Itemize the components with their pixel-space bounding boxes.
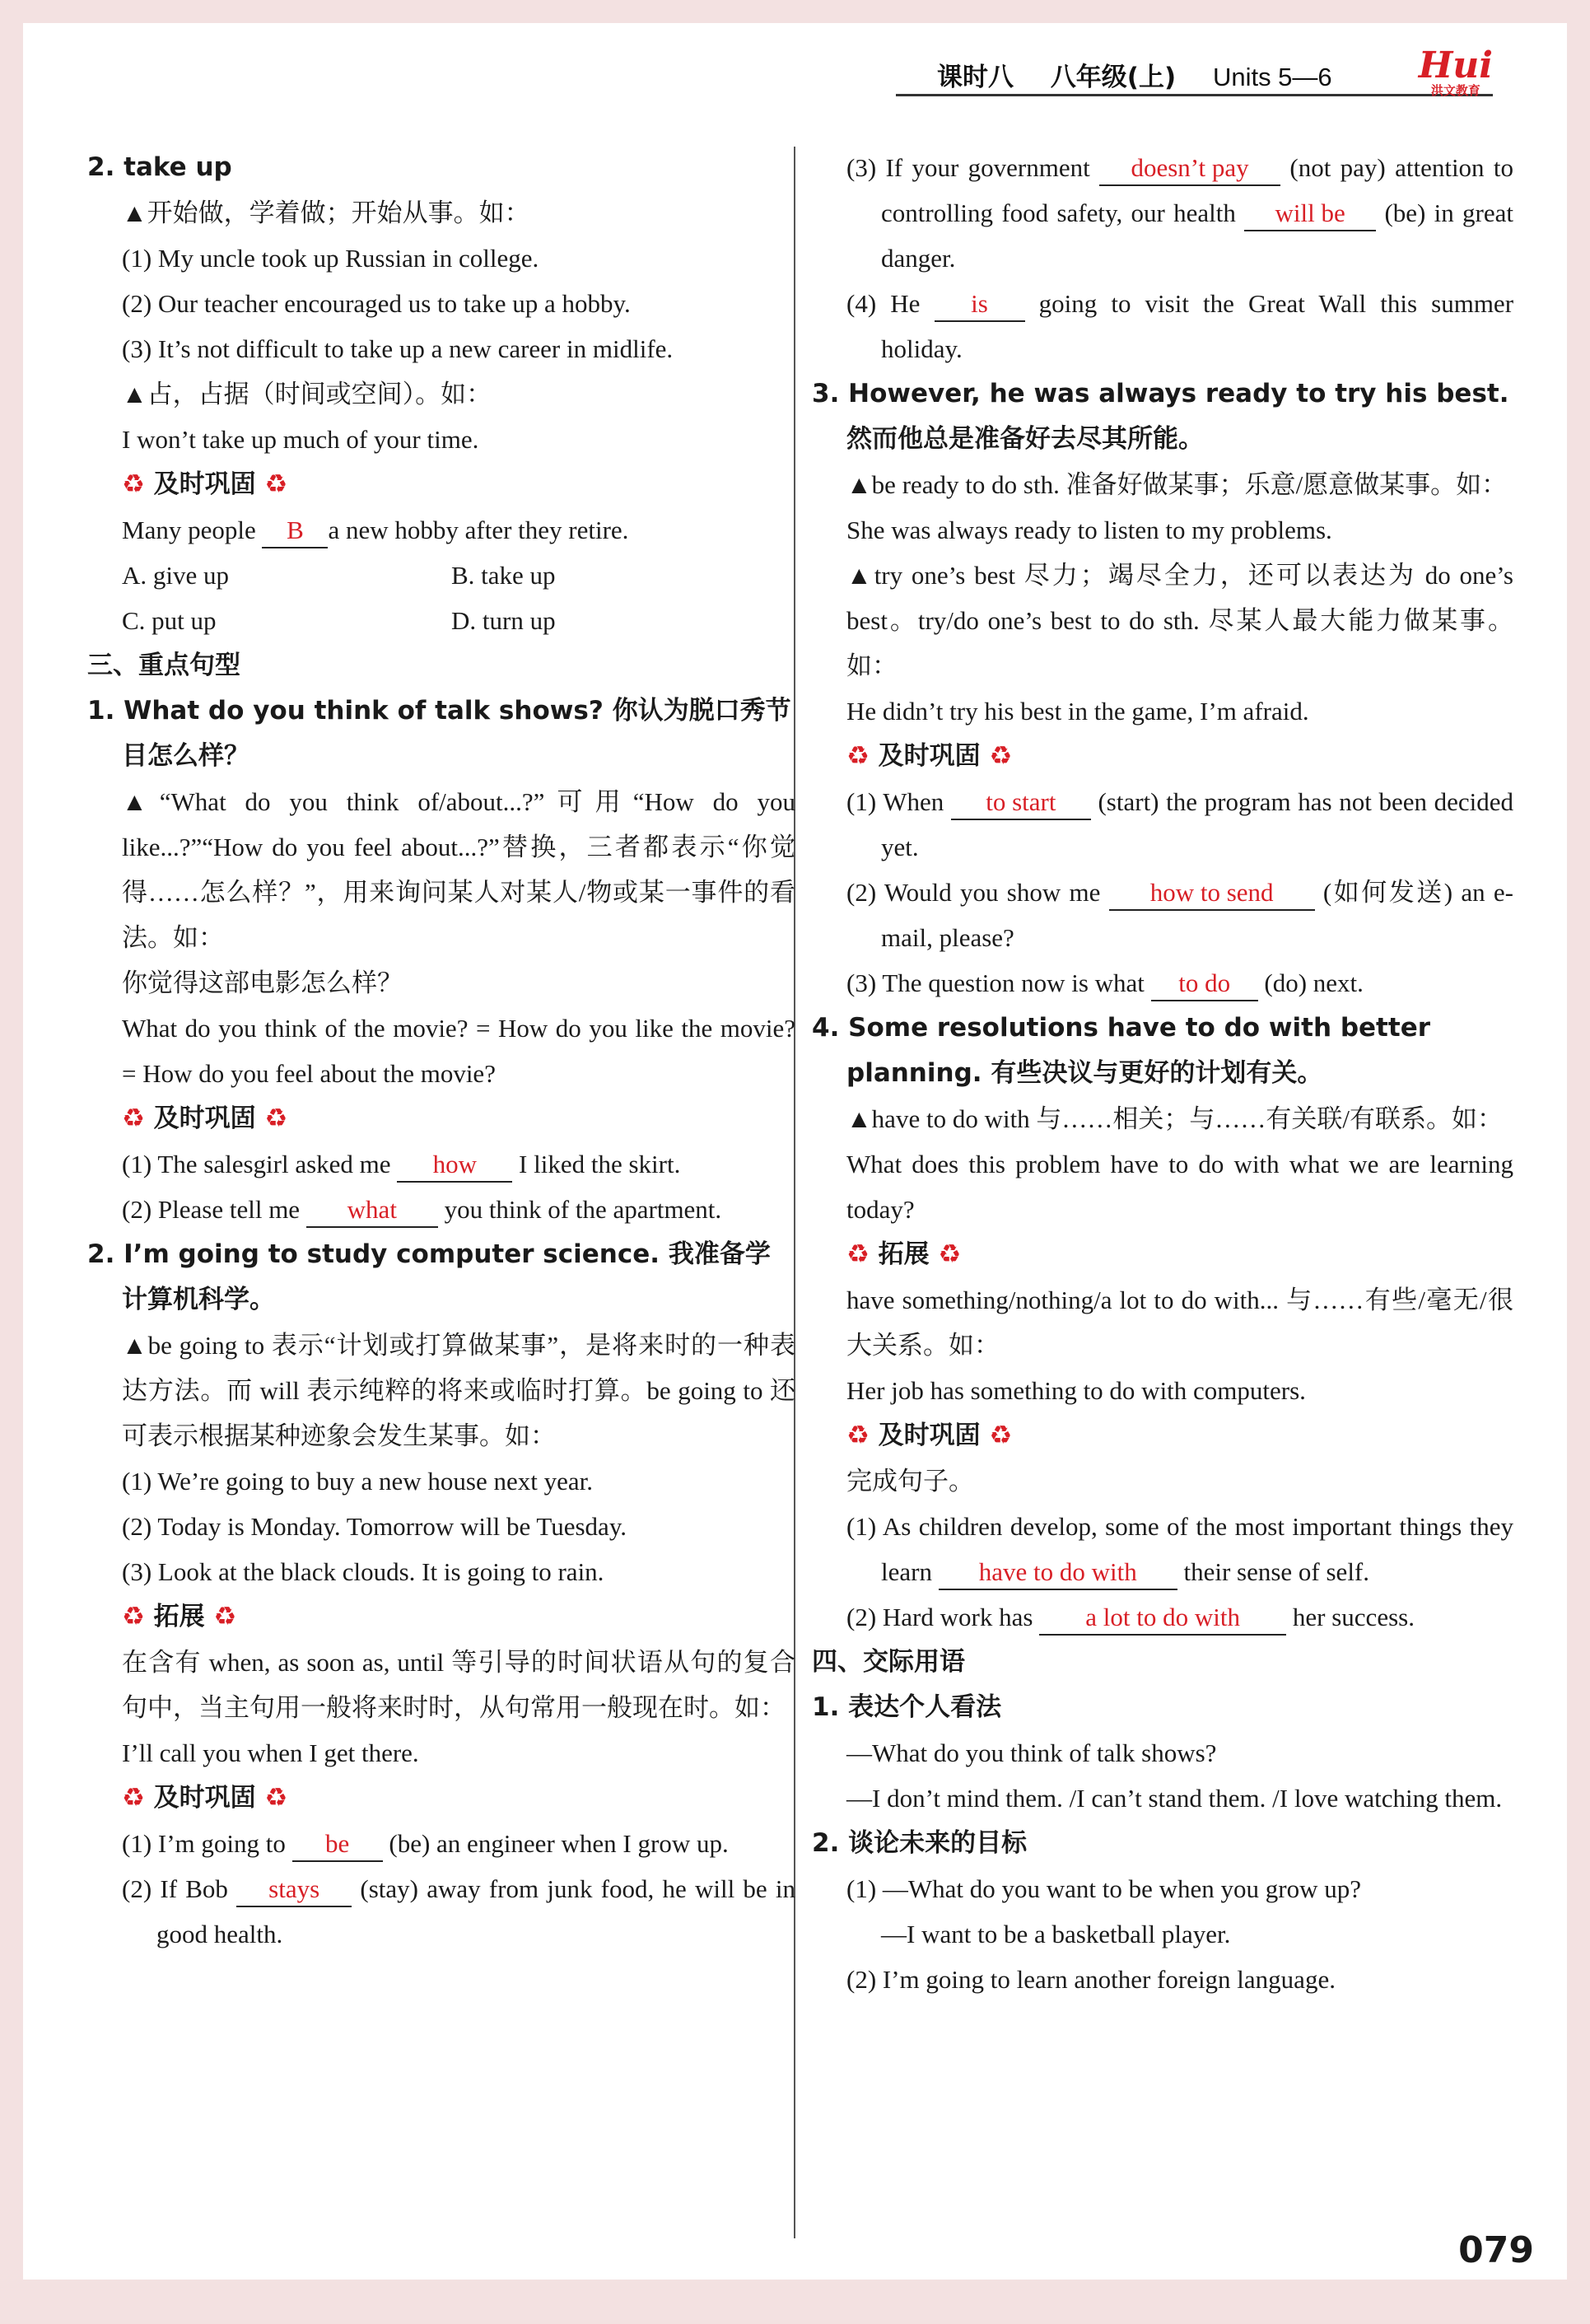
recycle-icon: ♻ <box>264 469 288 499</box>
recycle-icon: ♻ <box>938 1239 962 1269</box>
section3-title: 三、重点句型 <box>87 651 240 680</box>
take-up-options <box>87 553 795 598</box>
recycle-icon: ♻ <box>264 1783 288 1813</box>
practice-title: 及时巩固 <box>153 1104 256 1133</box>
page-header <box>23 23 1567 114</box>
answer-blank: be <box>292 1827 383 1862</box>
c2-line1: (1) —What do you want to be when you grow up? <box>846 1874 1362 1903</box>
recycle-icon: ♻ <box>264 1104 288 1133</box>
s3-question2: (2) Would you show me how to send (如何发送) an e-mail, please? <box>846 878 1513 952</box>
answer-blank: to start <box>951 786 1091 820</box>
s1-title: 1. What do you think of talk shows? 你认为脱口秀节目怎么样？ <box>87 696 791 771</box>
header-grade: 八年级(上) <box>1050 63 1177 92</box>
s2-note: ▲be going to 表示“计划或打算做某事”，是将来时的一种表达方法。而 will 表示纯粹的将来或临时打算。be going to 还可表示根据某种迹象会发生某事。如： <box>122 1331 795 1450</box>
s1-question2: (2) Please tell me what you think of the apartment. <box>87 1187 795 1232</box>
s3-example1: She was always ready to listen to my problems. <box>846 516 1332 544</box>
answer-blank: what <box>306 1193 438 1228</box>
answer-blank: how <box>397 1148 512 1183</box>
header-rule <box>896 94 1493 96</box>
practice-title: 及时巩固 <box>153 1783 256 1813</box>
section4-title: 四、交际用语 <box>812 1647 965 1677</box>
recycle-icon: ♻ <box>122 1602 145 1631</box>
s2-example1: (1) We’re going to buy a new house next year. <box>122 1467 593 1496</box>
s4-expand-example: Her job has something to do with computers. <box>846 1376 1306 1405</box>
s3-example2: He didn’t try his best in the game, I’m afraid. <box>846 697 1309 726</box>
s2-example2: (2) Today is Monday. Tomorrow will be Tuesday. <box>122 1512 627 1541</box>
brand-name: 洪文教育 <box>1430 83 1480 98</box>
practice-heading <box>87 1096 795 1141</box>
cont-question3: (3) If your government doesn’t pay (not pay) attention to controlling food safety, our health will be (be) in great danger. <box>846 153 1514 273</box>
brand-logo <box>1418 44 1493 98</box>
c1-line2: —I don’t mind them. /I can’t stand them. /I love watching them. <box>846 1784 1503 1813</box>
s3-note1: ▲be ready to do sth. 准备好做某事；乐意/愿意做某事。如： <box>846 470 1508 499</box>
s3-question1: (1) When to start (start) the program has not been decided yet. <box>846 787 1513 861</box>
s2-expand-example: I’ll call you when I get there. <box>122 1738 419 1767</box>
recycle-icon: ♻ <box>846 1239 870 1269</box>
practice-heading <box>812 734 1513 779</box>
answer-blank: is <box>935 287 1025 322</box>
right-column <box>812 145 1513 2002</box>
left-column <box>87 145 795 1957</box>
take-up-meaning2: ▲占，占据（时间或空间）。如： <box>122 380 492 408</box>
s2-title: 2. I’m going to study computer science. 我准备学计算机科学。 <box>87 1239 771 1314</box>
c1-title: 1. 表达个人看法 <box>812 1692 1002 1722</box>
take-up-example4: I won’t take up much of your time. <box>122 425 479 454</box>
practice-heading <box>812 1413 1513 1458</box>
c2-title: 2. 谈论未来的目标 <box>812 1828 1028 1858</box>
c1-line1: —What do you think of talk shows? <box>846 1738 1217 1767</box>
s3-note2: ▲try one’s best 尽力；竭尽全力，还可以表达为 do one’s best。try/do one’s best to do sth. 尽某人最大能力做某事。如： <box>846 561 1513 680</box>
option-d: D. turn up <box>451 606 556 635</box>
brand-mark: Hui <box>1418 44 1493 86</box>
c2-line3: (2) I’m going to learn another foreign language. <box>846 1965 1336 1994</box>
cont-question4: (4) He is going to visit the Great Wall this summer holiday. <box>846 289 1514 363</box>
recycle-icon: ♻ <box>122 1104 145 1133</box>
take-up-meaning1: ▲开始做，学着做；开始从事。如： <box>122 198 530 227</box>
expand-heading <box>87 1594 795 1640</box>
s2-expand-note: 在含有 when, as soon as, until 等引导的时间状语从句的复合句中，当主句用一般将来时时，从句常用一般现在时。如： <box>122 1648 795 1722</box>
answer-blank: a lot to do with <box>1039 1601 1286 1636</box>
s4-expand-note: have something/nothing/a lot to do with... 与……有些/毫无/很大关系。如： <box>846 1286 1513 1360</box>
s1-en-example: What do you think of the movie? = How do you like the movie? = How do you feel about the movie? <box>122 1014 795 1088</box>
s2-question1: (1) I’m going to be (be) an engineer when I grow up. <box>87 1821 795 1866</box>
s1-question1: (1) The salesgirl asked me how I liked the skirt. <box>87 1141 795 1187</box>
take-up-example3: (3) It’s not difficult to take up a new career in midlife. <box>122 334 674 363</box>
practice-title: 及时巩固 <box>878 1421 981 1450</box>
answer-blank: doesn’t pay <box>1099 152 1280 186</box>
workbook-page <box>23 23 1567 2280</box>
take-up-example1: (1) My uncle took up Russian in college. <box>122 244 539 273</box>
recycle-icon: ♻ <box>989 741 1013 771</box>
s2-question2: (2) If Bob stays (stay) away from junk food, he will be in good health. <box>122 1874 796 1948</box>
practice-title: 及时巩固 <box>878 741 981 771</box>
s3-question3: (3) The question now is what to do (do) next. <box>812 960 1513 1006</box>
header-units: Units 5—6 <box>1212 63 1332 91</box>
answer-blank: stays <box>236 1873 352 1907</box>
practice-title: 及时巩固 <box>153 469 256 499</box>
s4-example: What does this problem have to do with what we are learning today? <box>846 1150 1513 1224</box>
expand-title: 拓展 <box>878 1239 930 1269</box>
answer-blank: will be <box>1244 197 1376 231</box>
s1-note: ▲“What do you think of/about...?”可用“How do you like...?”“How do you feel about...?”替换，三者都表示“你觉得……怎么样？”，用来询问某人对某人/物或某一事件的看法。如： <box>122 787 795 952</box>
recycle-icon: ♻ <box>846 741 870 771</box>
recycle-icon: ♻ <box>122 469 145 499</box>
s1-zh-example: 你觉得这部电影怎么样？ <box>122 968 403 997</box>
recycle-icon: ♻ <box>989 1421 1013 1450</box>
take-up-question: Many people B a new hobby after they retire. <box>87 507 795 553</box>
answer-blank: how to send <box>1109 876 1315 911</box>
page-number: 079 <box>1458 2229 1534 2271</box>
recycle-icon: ♻ <box>213 1602 237 1631</box>
s4-question1: (1) As children develop, some of the most important things they learn have to do with their sense of self. <box>812 1504 1513 1594</box>
option-b: B. take up <box>451 561 556 590</box>
take-up-title: 2. take up <box>87 152 232 182</box>
answer-blank: B <box>262 514 328 548</box>
s4-title: 4. Some resolutions have to do with better planning. 有些决议与更好的计划有关。 <box>812 1013 1431 1088</box>
option-a: A. give up <box>122 561 230 590</box>
practice-heading <box>87 462 795 507</box>
expand-title: 拓展 <box>153 1602 205 1631</box>
s4-note: ▲have to do with 与……相关；与……有关联/有联系。如： <box>846 1104 1504 1133</box>
recycle-icon: ♻ <box>122 1783 145 1813</box>
take-up-options <box>87 598 795 643</box>
answer-blank: have to do with <box>939 1556 1177 1590</box>
practice-heading <box>87 1776 795 1821</box>
expand-heading <box>812 1232 1513 1277</box>
header-lesson: 课时八 <box>937 63 1014 92</box>
s4-instruction: 完成句子。 <box>846 1467 974 1496</box>
s2-example3: (3) Look at the black clouds. It is going to rain. <box>122 1557 604 1586</box>
header-title <box>937 56 1360 93</box>
take-up-example2: (2) Our teacher encouraged us to take up a hobby. <box>122 289 631 318</box>
recycle-icon: ♻ <box>846 1421 870 1450</box>
s4-question2: (2) Hard work has a lot to do with her success. <box>812 1594 1513 1640</box>
option-c: C. put up <box>122 606 217 635</box>
s3-title: 3. However, he was always ready to try his best. 然而他总是准备好去尽其所能。 <box>812 379 1509 454</box>
c2-line2: —I want to be a basketball player. <box>881 1920 1231 1948</box>
answer-blank: to do <box>1151 967 1258 1001</box>
